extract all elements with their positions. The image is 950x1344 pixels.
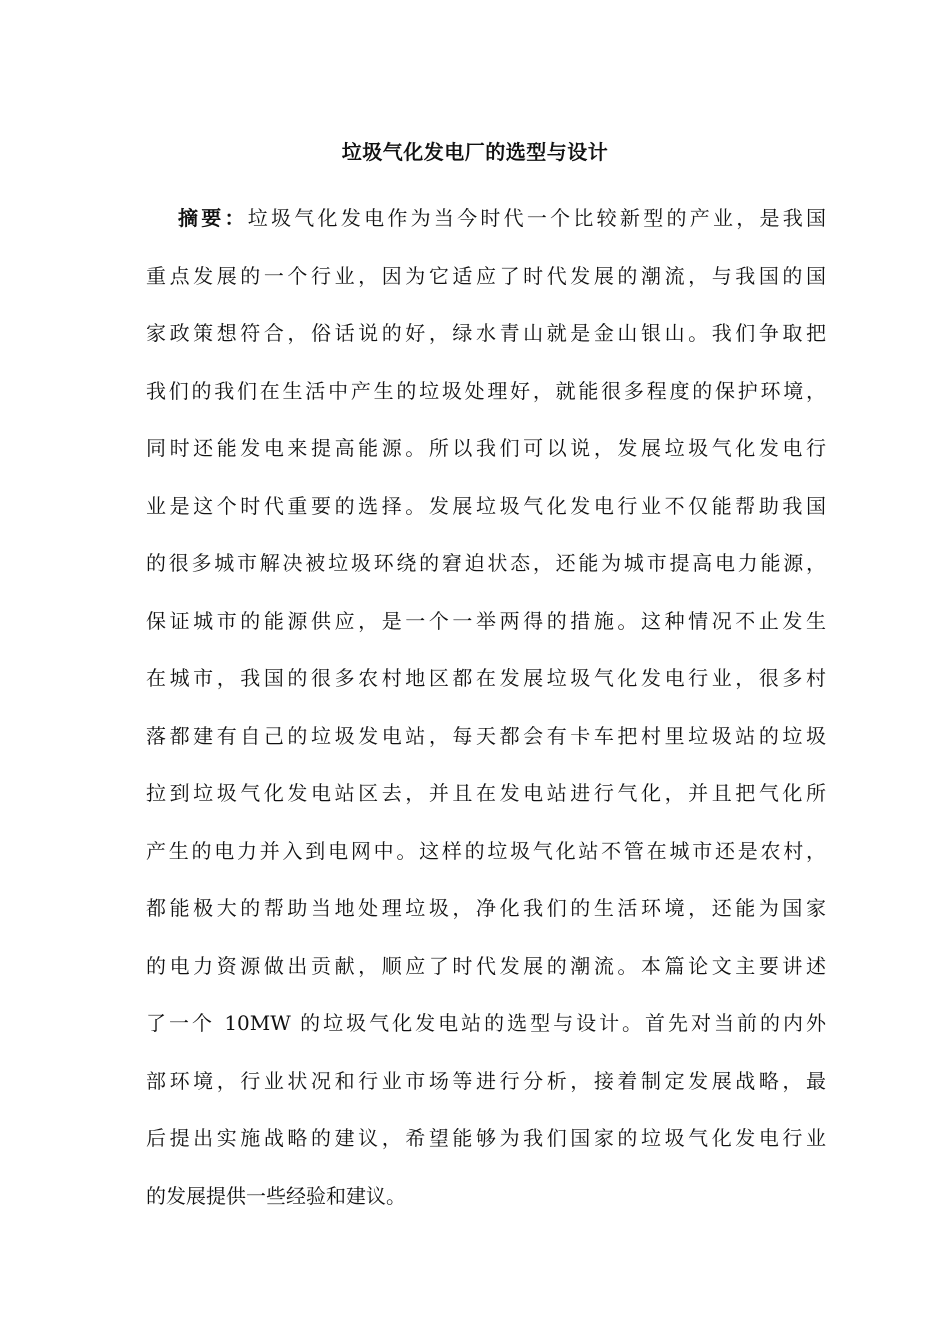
abstract-line-text: 垃圾气化发电作为当今时代一个比较新型的产业，是我国 bbox=[247, 206, 827, 230]
abstract-line: 都能极大的帮助当地处理垃圾，净化我们的生活环境，还能为国家 bbox=[146, 896, 826, 920]
abstract-line: 产生的电力并入到电网中。这样的垃圾气化站不管在城市还是农村， bbox=[146, 839, 826, 863]
abstract-line: 了一个 10MW 的垃圾气化发电站的选型与设计。首先对当前的内外 bbox=[146, 1011, 826, 1035]
abstract-label: 摘要： bbox=[178, 206, 248, 230]
document-title: 垃圾气化发电厂的选型与设计 bbox=[341, 140, 609, 164]
abstract-line: 拉到垃圾气化发电站区去，并且在发电站进行气化，并且把气化所 bbox=[146, 781, 826, 805]
abstract-line: 的很多城市解决被垃圾环绕的窘迫状态，还能为城市提高电力能源， bbox=[146, 551, 826, 575]
abstract-line: 后提出实施战略的建议，希望能够为我们国家的垃圾气化发电行业 bbox=[146, 1126, 826, 1150]
abstract-line: 家政策想符合，俗话说的好，绿水青山就是金山银山。我们争取把 bbox=[146, 321, 826, 345]
abstract-line bbox=[178, 203, 826, 233]
abstract-line: 重点发展的一个行业，因为它适应了时代发展的潮流，与我国的国 bbox=[146, 264, 826, 288]
abstract-line: 的电力资源做出贡献，顺应了时代发展的潮流。本篇论文主要讲述 bbox=[146, 954, 826, 978]
abstract-line: 保证城市的能源供应，是一个一举两得的措施。这种情况不止发生 bbox=[146, 609, 826, 633]
abstract-line: 我们的我们在生活中产生的垃圾处理好，就能很多程度的保护环境， bbox=[146, 379, 826, 403]
abstract-line: 的发展提供一些经验和建议。 bbox=[146, 1184, 406, 1208]
abstract-line: 落都建有自己的垃圾发电站，每天都会有卡车把村里垃圾站的垃圾 bbox=[146, 724, 826, 748]
abstract-line: 同时还能发电来提高能源。所以我们可以说，发展垃圾气化发电行 bbox=[146, 436, 826, 460]
abstract-line: 在城市，我国的很多农村地区都在发展垃圾气化发电行业，很多村 bbox=[146, 666, 826, 690]
abstract-line: 业是这个时代重要的选择。发展垃圾气化发电行业不仅能帮助我国 bbox=[146, 494, 826, 518]
abstract-line: 部环境，行业状况和行业市场等进行分析，接着制定发展战略，最 bbox=[146, 1069, 826, 1093]
